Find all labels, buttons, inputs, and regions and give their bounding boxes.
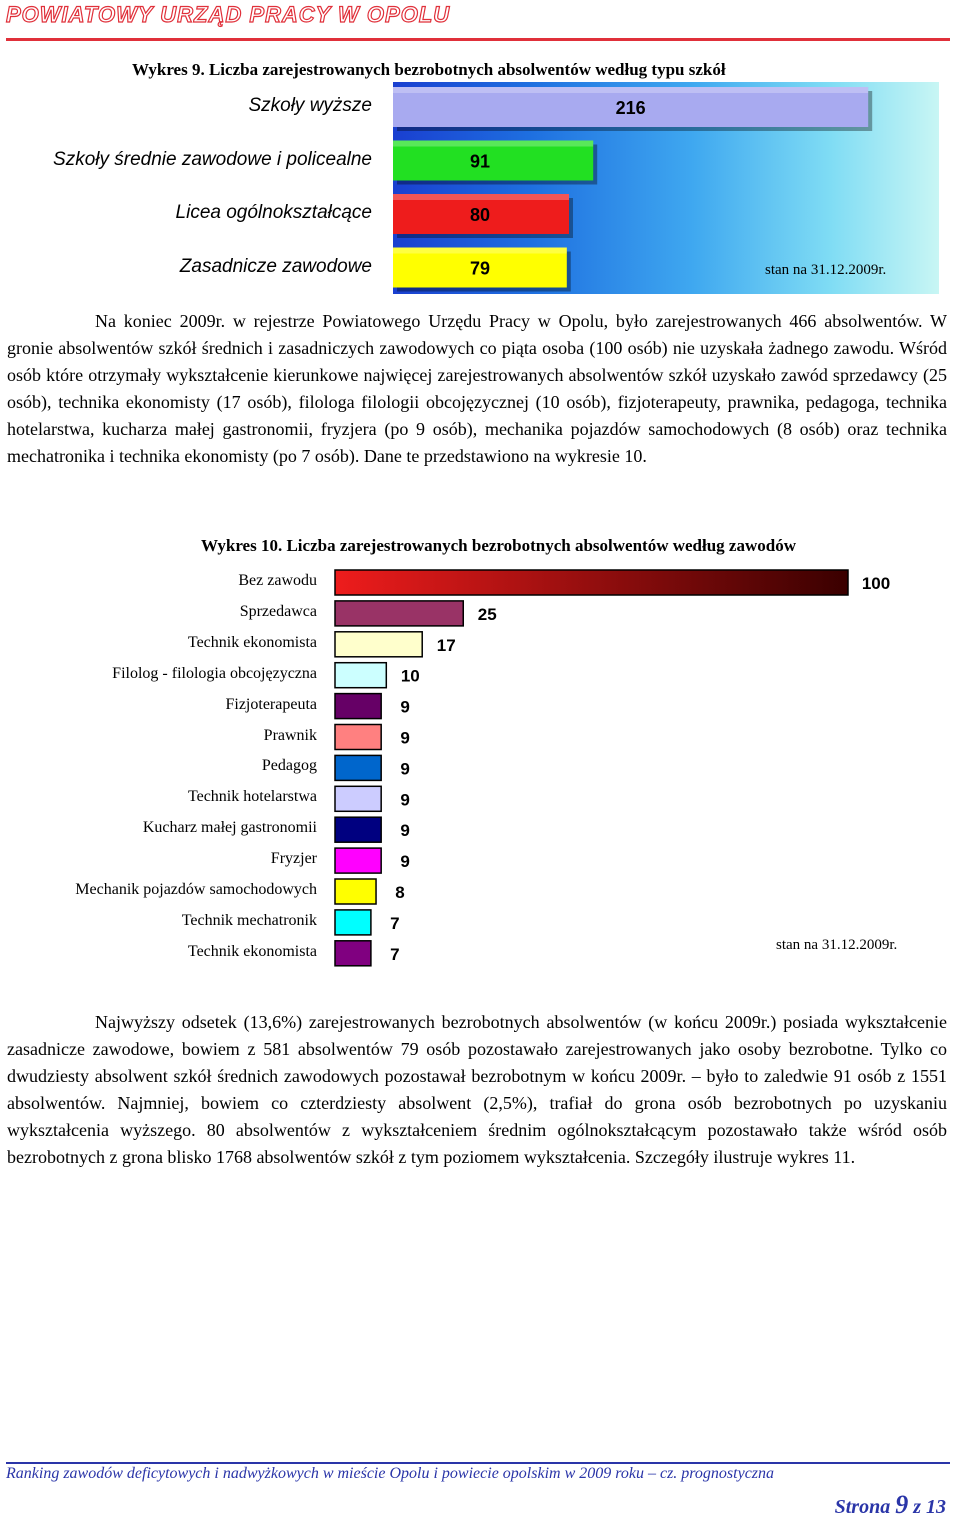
chart2-category-label: Kucharz małej gastronomii [142,819,317,837]
chart2-category-label: Pedagog [261,757,317,775]
chart1-bar-highlight [393,194,569,200]
chart2-value-label: 100 [861,574,891,593]
chart2-bar-fizjoterapeuta-4 [335,694,381,719]
chart2-bar-mechanik-pojazdow-samochodowych-10 [335,879,376,904]
chart2-value-label: 9 [400,759,410,779]
chart2-value-label: 17 [436,635,456,655]
footer-divider [6,1462,950,1464]
chart2-value-label: 9 [400,728,410,748]
chart2-value-label: 9 [400,821,410,841]
page-sep: z [913,1496,921,1518]
header-title: POWIATOWY URZĄD PRACY W OPOLU [6,2,451,27]
chart2-category-label: Technik mechatronik [181,911,317,929]
chart2-value-label: 10 [400,666,420,686]
chart2-category-label: Fizjoterapeuta [225,695,317,713]
chart1-category-label: Zasadnicze zawodowe [179,255,372,277]
chart2-plot [0,560,960,980]
chart2-bar-technik-ekonomista-12 [335,941,371,966]
chart2-value-label: 7 [390,944,400,964]
chart2-category-label: Technik hotelarstwa [187,788,317,806]
chart1-category-label: Licea ogólnokształcące [175,202,372,223]
page-prefix: Strona [834,1496,891,1518]
chart2-category-label: Prawnik [263,726,317,744]
chart1-bar-highlight [393,248,567,254]
chart2-value-label: 7 [390,913,400,933]
chart2-category-label: Technik ekonomista [187,633,317,651]
chart2-bar-pedagog-6 [335,755,381,780]
chart2-value-label: 9 [400,790,410,810]
chart1-date-note: stan na 31.12.2009r. [765,262,887,278]
chart2-title: Wykres 10. Liczba zarejestrowanych bezrobotnych absolwentów według zawodów [201,536,796,555]
paragraph-1 [7,308,947,470]
chart2-category-label: Fryzjer [270,850,317,868]
chart2-category-label: Sprzedawca [239,602,317,620]
chart1-value-label: 79 [469,258,491,279]
chart2-category-label: Technik ekonomista [187,942,317,960]
chart2-bar-prawnik-5 [335,725,381,750]
chart2-bar-fryzjer-9 [335,848,381,873]
chart2-category-label: Mechanik pojazdów samochodowych [75,881,317,898]
chart1-bar-highlight [393,87,868,93]
chart2-value-label: 25 [477,604,497,624]
paragraph-2-text: Najwyższy odsetek (13,6%) zarejestrowanych bezrobotnych absolwentów (w końcu 2009r.) posiada wykształcenie zasadnicze zawodowe, bowiem z 581 absolwentów 79 osób pozostawało zarejestrowanych jako osoby bezrobotne. Tylko co dwudziesty absolwent szkół średnich zawodowych pozostawał bezrobotnym w końcu 2009r. – było to zaledwie 91 osób z 1551 absolwentów. Najmniej, bowiem co czterdziesty absolwent (2,5%), trafiał do grona osób bezrobotnych po uzyskaniu wykształcenia wyższego. 80 absolwentów z wykształceniem średnim ogólnokształcącym pozostawało także wśród osób bezrobotnych z grona blisko 1768 absolwentów szkół z tym poziomem wykształcenia. Szczegóły ilustruje wykres 11. [7,1012,947,1167]
chart2-value-label: 8 [395,883,405,902]
chart1-value-label: 80 [469,205,491,225]
page-number [835,1490,946,1520]
chart2-category-label: Bez zawodu [238,572,317,589]
chart1-value-label: 91 [469,151,491,172]
chart2-bar-filolog-filologia-obcojezyczna-3 [335,663,386,688]
chart2-value-label: 9 [400,697,410,717]
chart2-bar-bez-zawodu-0 [335,570,848,595]
chart2-date-note: stan na 31.12.2009r. [776,937,898,953]
chart2-bar-technik-mechatronik-11 [335,910,371,935]
page-total: 13 [926,1496,946,1518]
chart2-bar-technik-ekonomista-2 [335,632,422,657]
chart2-bar-kucharz-malej-gastronomii-8 [335,817,381,842]
chart1-value-label: 216 [615,98,646,118]
chart1-category-label: Szkoły wyższe [248,95,372,116]
page-current: 9 [895,1490,909,1519]
paragraph-1-text: Na koniec 2009r. w rejestrze Powiatowego Urzędu Pracy w Opolu, było zarejestrowanych 466 absolwentów. W gronie absolwentów szkół średnich i zasadniczych zawodowych co piąta osoba (100 osób) nie uzyskała żadnego zawodu. Wśród osób które otrzymały wykształcenie kierunkowe najwięcej zarejestrowanych absolwentów szkół uzyskało zawód sprzedawcy (25 osób), technika ekonomisty (17 osób), filologa filologii obcojęzycznej (10 osób), fizjoterapeuty, prawnika, pedagoga, technika hotelarstwa, kucharza małej gastronomii, fryzjera (po 9 osób), mechanika pojazdów samochodowych (8 osób) oraz technika mechatronika i technika ekonomisty (po 7 osób). Dane te przedstawiono na wykresie 10. [7,311,947,466]
chart2-category-label: Filolog - filologia obcojęzyczna [112,664,317,682]
footer-text: Ranking zawodów deficytowych i nadwyżkowych w mieście Opolu i powiecie opolskim w 2009 roku – cz. prognostyczna [6,1465,775,1482]
chart2-bar-technik-hotelarstwa-7 [335,786,381,811]
paragraph-2 [7,1009,947,1171]
chart1-category-label: Szkoły średnie zawodowe i policealne [53,148,372,170]
chart2-value-label: 9 [400,852,410,872]
chart1-title: Wykres 9. Liczba zarejestrowanych bezrobotnych absolwentów według typu szkół [132,60,726,79]
chart2-bar-sprzedawca-1 [335,601,463,626]
chart1-bar-highlight [393,141,593,147]
